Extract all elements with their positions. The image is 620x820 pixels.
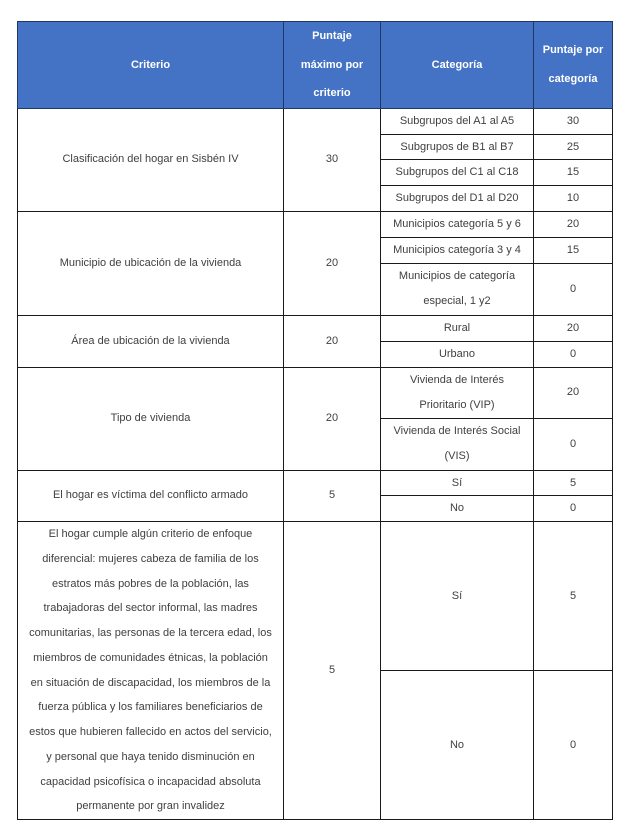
- score-cell: 0: [534, 341, 613, 367]
- max-score-cell: 20: [284, 211, 381, 315]
- category-cell: Subgrupos del A1 al A5: [381, 108, 534, 134]
- header-criterio: Criterio: [18, 22, 284, 109]
- category-cell: Vivienda de Interés Social (VIS): [381, 418, 534, 470]
- category-cell: Vivienda de Interés Prioritario (VIP): [381, 367, 534, 418]
- max-score-cell: 30: [284, 108, 381, 211]
- category-cell: Sí: [381, 522, 534, 671]
- max-score-cell: 5: [284, 522, 381, 820]
- category-cell: Municipios de categoría especial, 1 y2: [381, 263, 534, 315]
- score-cell: 30: [534, 108, 613, 134]
- criterion-cell: Municipio de ubicación de la vivienda: [18, 211, 284, 315]
- criterion-cell: El hogar cumple algún criterio de enfoque diferencial: mujeres cabeza de familia de los estratos más pobres de la población, las trabajadoras del sector informal, las madres comunitarias, las personas de la tercera edad, los miembros de comunidades étnicas, la población en situación de discapacidad, los miembros de la fuerza pública y los familiares beneficiarios de estos que hubieren fallecido en actos del servicio, y personal que haya tenido disminución en capacidad psicofísica o incapacidad absoluta permanente por gran invalidez: [18, 522, 284, 820]
- scoring-table: [17, 21, 613, 820]
- score-cell: 5: [534, 522, 613, 671]
- score-cell: 0: [534, 671, 613, 820]
- category-cell: Rural: [381, 315, 534, 341]
- category-cell: Subgrupos de B1 al B7: [381, 134, 534, 160]
- category-cell: Subgrupos del D1 al D20: [381, 186, 534, 212]
- max-score-cell: 20: [284, 367, 381, 470]
- table-header-row: [18, 22, 613, 109]
- score-cell: 15: [534, 237, 613, 263]
- scoring-table-container: [17, 21, 613, 820]
- header-puntaje-categoria: Puntaje por categoría: [534, 22, 613, 109]
- criterion-cell: Clasificación del hogar en Sisbén IV: [18, 108, 284, 211]
- max-score-cell: 20: [284, 315, 381, 367]
- category-cell: Sí: [381, 470, 534, 496]
- max-score-cell: 5: [284, 470, 381, 522]
- table-row: [18, 522, 613, 671]
- criterion-cell: Área de ubicación de la vivienda: [18, 315, 284, 367]
- score-cell: 5: [534, 470, 613, 496]
- score-cell: 0: [534, 496, 613, 522]
- score-cell: 10: [534, 186, 613, 212]
- category-cell: No: [381, 671, 534, 820]
- score-cell: 25: [534, 134, 613, 160]
- category-cell: Municipios categoría 5 y 6: [381, 211, 534, 237]
- score-cell: 20: [534, 211, 613, 237]
- header-puntaje-maximo: Puntaje máximo por criterio: [284, 22, 381, 109]
- score-cell: 0: [534, 263, 613, 315]
- table-row: [18, 470, 613, 496]
- score-cell: 20: [534, 367, 613, 418]
- header-categoria: Categoría: [381, 22, 534, 109]
- category-cell: Subgrupos del C1 al C18: [381, 160, 534, 186]
- score-cell: 0: [534, 418, 613, 470]
- criterion-cell: El hogar es víctima del conflicto armado: [18, 470, 284, 522]
- table-row: [18, 211, 613, 237]
- score-cell: 20: [534, 315, 613, 341]
- category-cell: No: [381, 496, 534, 522]
- category-cell: Municipios categoría 3 y 4: [381, 237, 534, 263]
- table-row: [18, 367, 613, 418]
- score-cell: 15: [534, 160, 613, 186]
- criterion-cell: Tipo de vivienda: [18, 367, 284, 470]
- table-row: [18, 108, 613, 134]
- category-cell: Urbano: [381, 341, 534, 367]
- table-row: [18, 315, 613, 341]
